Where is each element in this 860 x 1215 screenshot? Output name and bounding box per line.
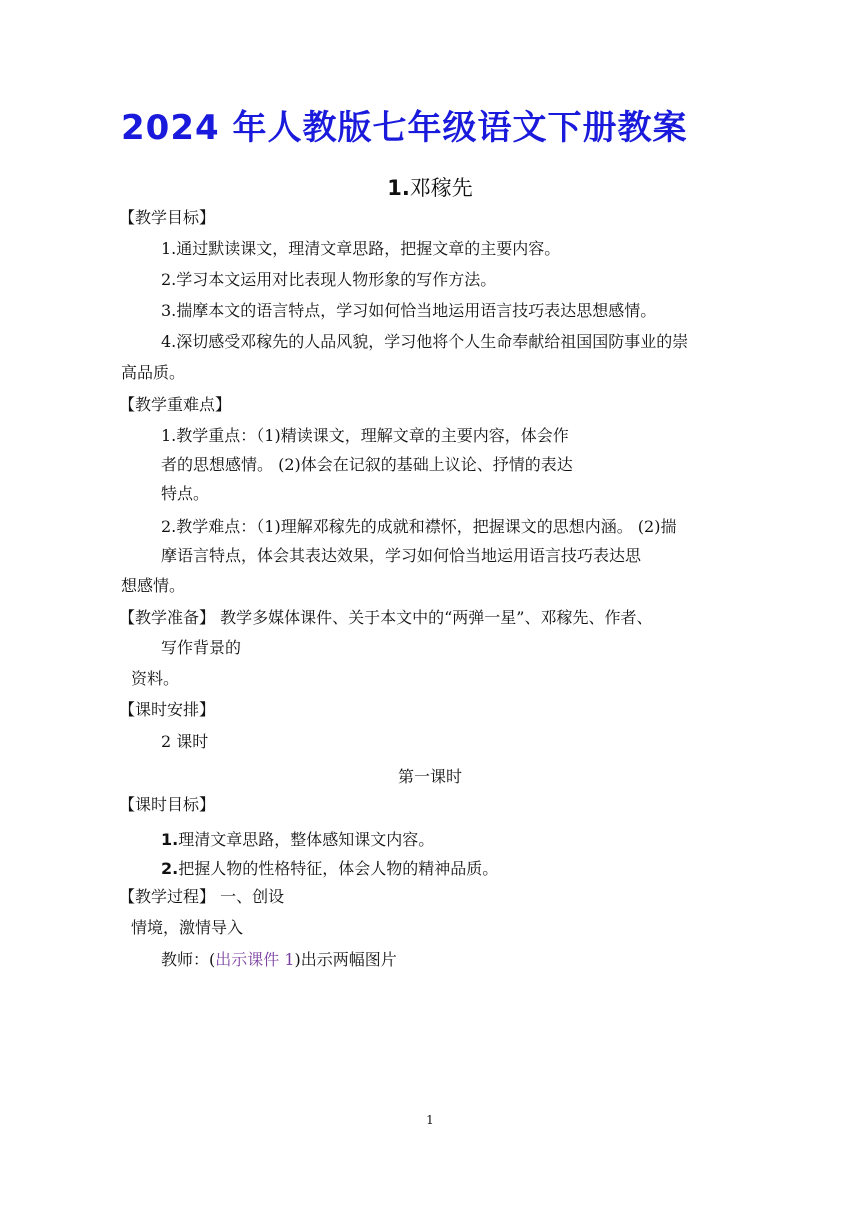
- keypoint-1-line3: 特点。: [161, 484, 210, 503]
- process-line1: [119, 887, 284, 907]
- lesson-goal-1: [161, 830, 434, 850]
- goal-2-text: 把握人物的性格特征，体会人物的精神品质。: [178, 859, 499, 878]
- goal-1-number: 1.: [161, 830, 179, 849]
- objective-3: 3.揣摩本文的语言特点，学习如何恰当地运用语言技巧表达思想感情。: [161, 301, 657, 320]
- keypoint-1-line2: 者的思想感情。 (2)体会在记叙的基础上议论、抒情的表达: [161, 455, 573, 474]
- objective-4-line2: 高品质。: [121, 363, 186, 382]
- lesson-goal-2: [161, 859, 498, 879]
- keypoint-2-line1: 2.教学难点：（1)理解邓稼先的成就和襟怀，把握课文的思想内涵。 (2)揣: [161, 517, 677, 536]
- prep-heading: 【教学准备】: [119, 608, 216, 627]
- prep-text: 教学多媒体课件、关于本文中的“两弹一星”、邓稼先、作者、: [215, 608, 653, 627]
- objectives-heading: 【教学目标】: [119, 208, 216, 227]
- process-step-1: 一、创设: [215, 887, 285, 906]
- courseware-highlight: 出示课件 1: [215, 950, 295, 969]
- objective-1: 1.通过默读课文，理清文章思路，把握文章的主要内容。: [161, 239, 561, 258]
- document-title: 2024 年人教版七年级语文下册教案: [121, 108, 688, 148]
- schedule-heading: 【课时安排】: [119, 700, 216, 719]
- keypoints-heading: 【教学重难点】: [119, 395, 232, 414]
- schedule-value: 2 课时: [161, 732, 209, 751]
- prep-line3: 资料。: [131, 669, 180, 688]
- teacher-suffix: )出示两幅图片: [294, 950, 397, 969]
- prep-line2: 写作背景的: [161, 638, 242, 657]
- teacher-line: [161, 950, 397, 970]
- lesson-goals-heading: 【课时目标】: [119, 795, 216, 814]
- keypoint-2-line2: 摩语言特点，体会其表达效果，学习如何恰当地运用语言技巧表达思: [161, 546, 642, 565]
- process-line2: 情境，激情导入: [131, 918, 244, 937]
- prep-line1: [119, 608, 652, 628]
- first-lesson-heading: 第一课时: [397, 767, 462, 786]
- keypoint-1-line1: 1.教学重点：（1)精读课文，理解文章的主要内容，体会作: [161, 426, 569, 445]
- lesson-name: 邓稼先: [409, 176, 473, 200]
- teacher-prefix: 教师：(: [161, 950, 216, 969]
- objective-2: 2.学习本文运用对比表现人物形象的写作方法。: [161, 270, 497, 289]
- goal-1-text: 理清文章思路，整体感知课文内容。: [178, 830, 435, 849]
- keypoint-2-line3: 想感情。: [121, 576, 186, 595]
- lesson-number: 1.: [387, 176, 410, 200]
- process-heading: 【教学过程】: [119, 887, 216, 906]
- objective-4-line1: 4.深切感受邓稼先的人品风貌，学习他将个人生命奉献给祖国国防事业的崇: [161, 332, 689, 351]
- lesson-title: [0, 172, 860, 202]
- page-number: 1: [426, 1113, 434, 1127]
- goal-2-number: 2.: [161, 859, 179, 878]
